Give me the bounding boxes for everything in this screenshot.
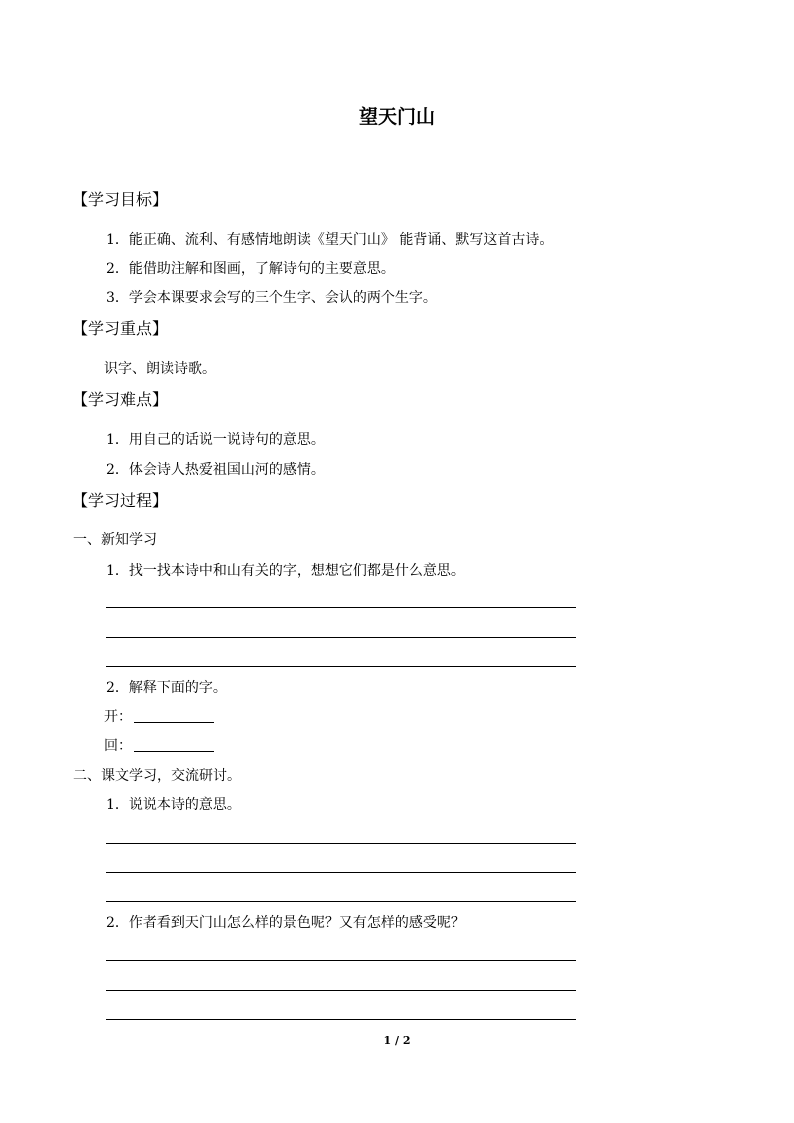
question-item xyxy=(106,678,227,698)
item-number: 2． xyxy=(106,915,129,931)
question-item xyxy=(106,795,241,815)
item-number: 1． xyxy=(106,797,129,813)
item-number: 1． xyxy=(106,232,129,248)
item-number: 2． xyxy=(106,261,129,277)
item-text: 作者看到天门山怎么样的景色呢？又有怎样的感受呢？ xyxy=(128,915,465,931)
item-number: 1． xyxy=(106,563,129,579)
process-heading: 【学习过程】 xyxy=(72,491,169,510)
section-title: 二、课文学习，交流研讨。 xyxy=(73,768,241,784)
item-text: 体会诗人热爱祖国山河的感情。 xyxy=(128,462,325,478)
answer-line[interactable] xyxy=(106,960,576,961)
objective-item xyxy=(106,288,437,308)
item-text: 能借助注解和图画，了解诗句的主要意思。 xyxy=(128,261,395,277)
keypoints-text: 识字、朗读诗歌。 xyxy=(104,361,216,377)
item-text: 找一找本诗中和山有关的字，想想它们都是什么意思。 xyxy=(128,563,465,579)
item-text: 解释下面的字。 xyxy=(128,680,227,696)
word-label: 开： xyxy=(104,709,132,725)
section-title: 一、新知学习 xyxy=(73,532,157,548)
page-number: 1 / 2 xyxy=(383,1034,411,1047)
fill-blank[interactable] xyxy=(134,708,214,723)
answer-line[interactable] xyxy=(106,843,576,844)
question-item xyxy=(106,561,465,581)
answer-line[interactable] xyxy=(106,666,576,667)
word-label: 回： xyxy=(104,738,132,754)
objectives-heading: 【学习目标】 xyxy=(72,190,169,209)
item-number: 3． xyxy=(106,290,129,306)
fill-blank[interactable] xyxy=(134,737,214,752)
objective-item xyxy=(106,230,553,250)
item-number: 1． xyxy=(106,432,129,448)
item-text: 说说本诗的意思。 xyxy=(128,797,241,813)
item-text: 能正确、流利、有感情地朗读《望天门山》 能背诵、默写这首古诗。 xyxy=(128,232,554,248)
word-blank-row xyxy=(104,707,214,727)
answer-line[interactable] xyxy=(106,637,576,638)
item-text: 学会本课要求会写的三个生字、会认的两个生字。 xyxy=(128,290,437,306)
objective-item xyxy=(106,259,395,279)
answer-line[interactable] xyxy=(106,1019,576,1020)
difficulties-heading: 【学习难点】 xyxy=(72,390,169,409)
answer-line[interactable] xyxy=(106,607,576,608)
answer-line[interactable] xyxy=(106,872,576,873)
keypoints-heading: 【学习重点】 xyxy=(72,319,169,338)
question-item xyxy=(106,913,465,933)
page-title: 望天门山 xyxy=(358,106,435,128)
answer-line[interactable] xyxy=(106,901,576,902)
answer-line[interactable] xyxy=(106,990,576,991)
difficulty-item xyxy=(106,460,325,480)
item-text: 用自己的话说一说诗句的意思。 xyxy=(128,432,325,448)
item-number: 2． xyxy=(106,680,129,696)
word-blank-row xyxy=(104,736,214,756)
item-number: 2． xyxy=(106,462,129,478)
difficulty-item xyxy=(106,430,325,450)
